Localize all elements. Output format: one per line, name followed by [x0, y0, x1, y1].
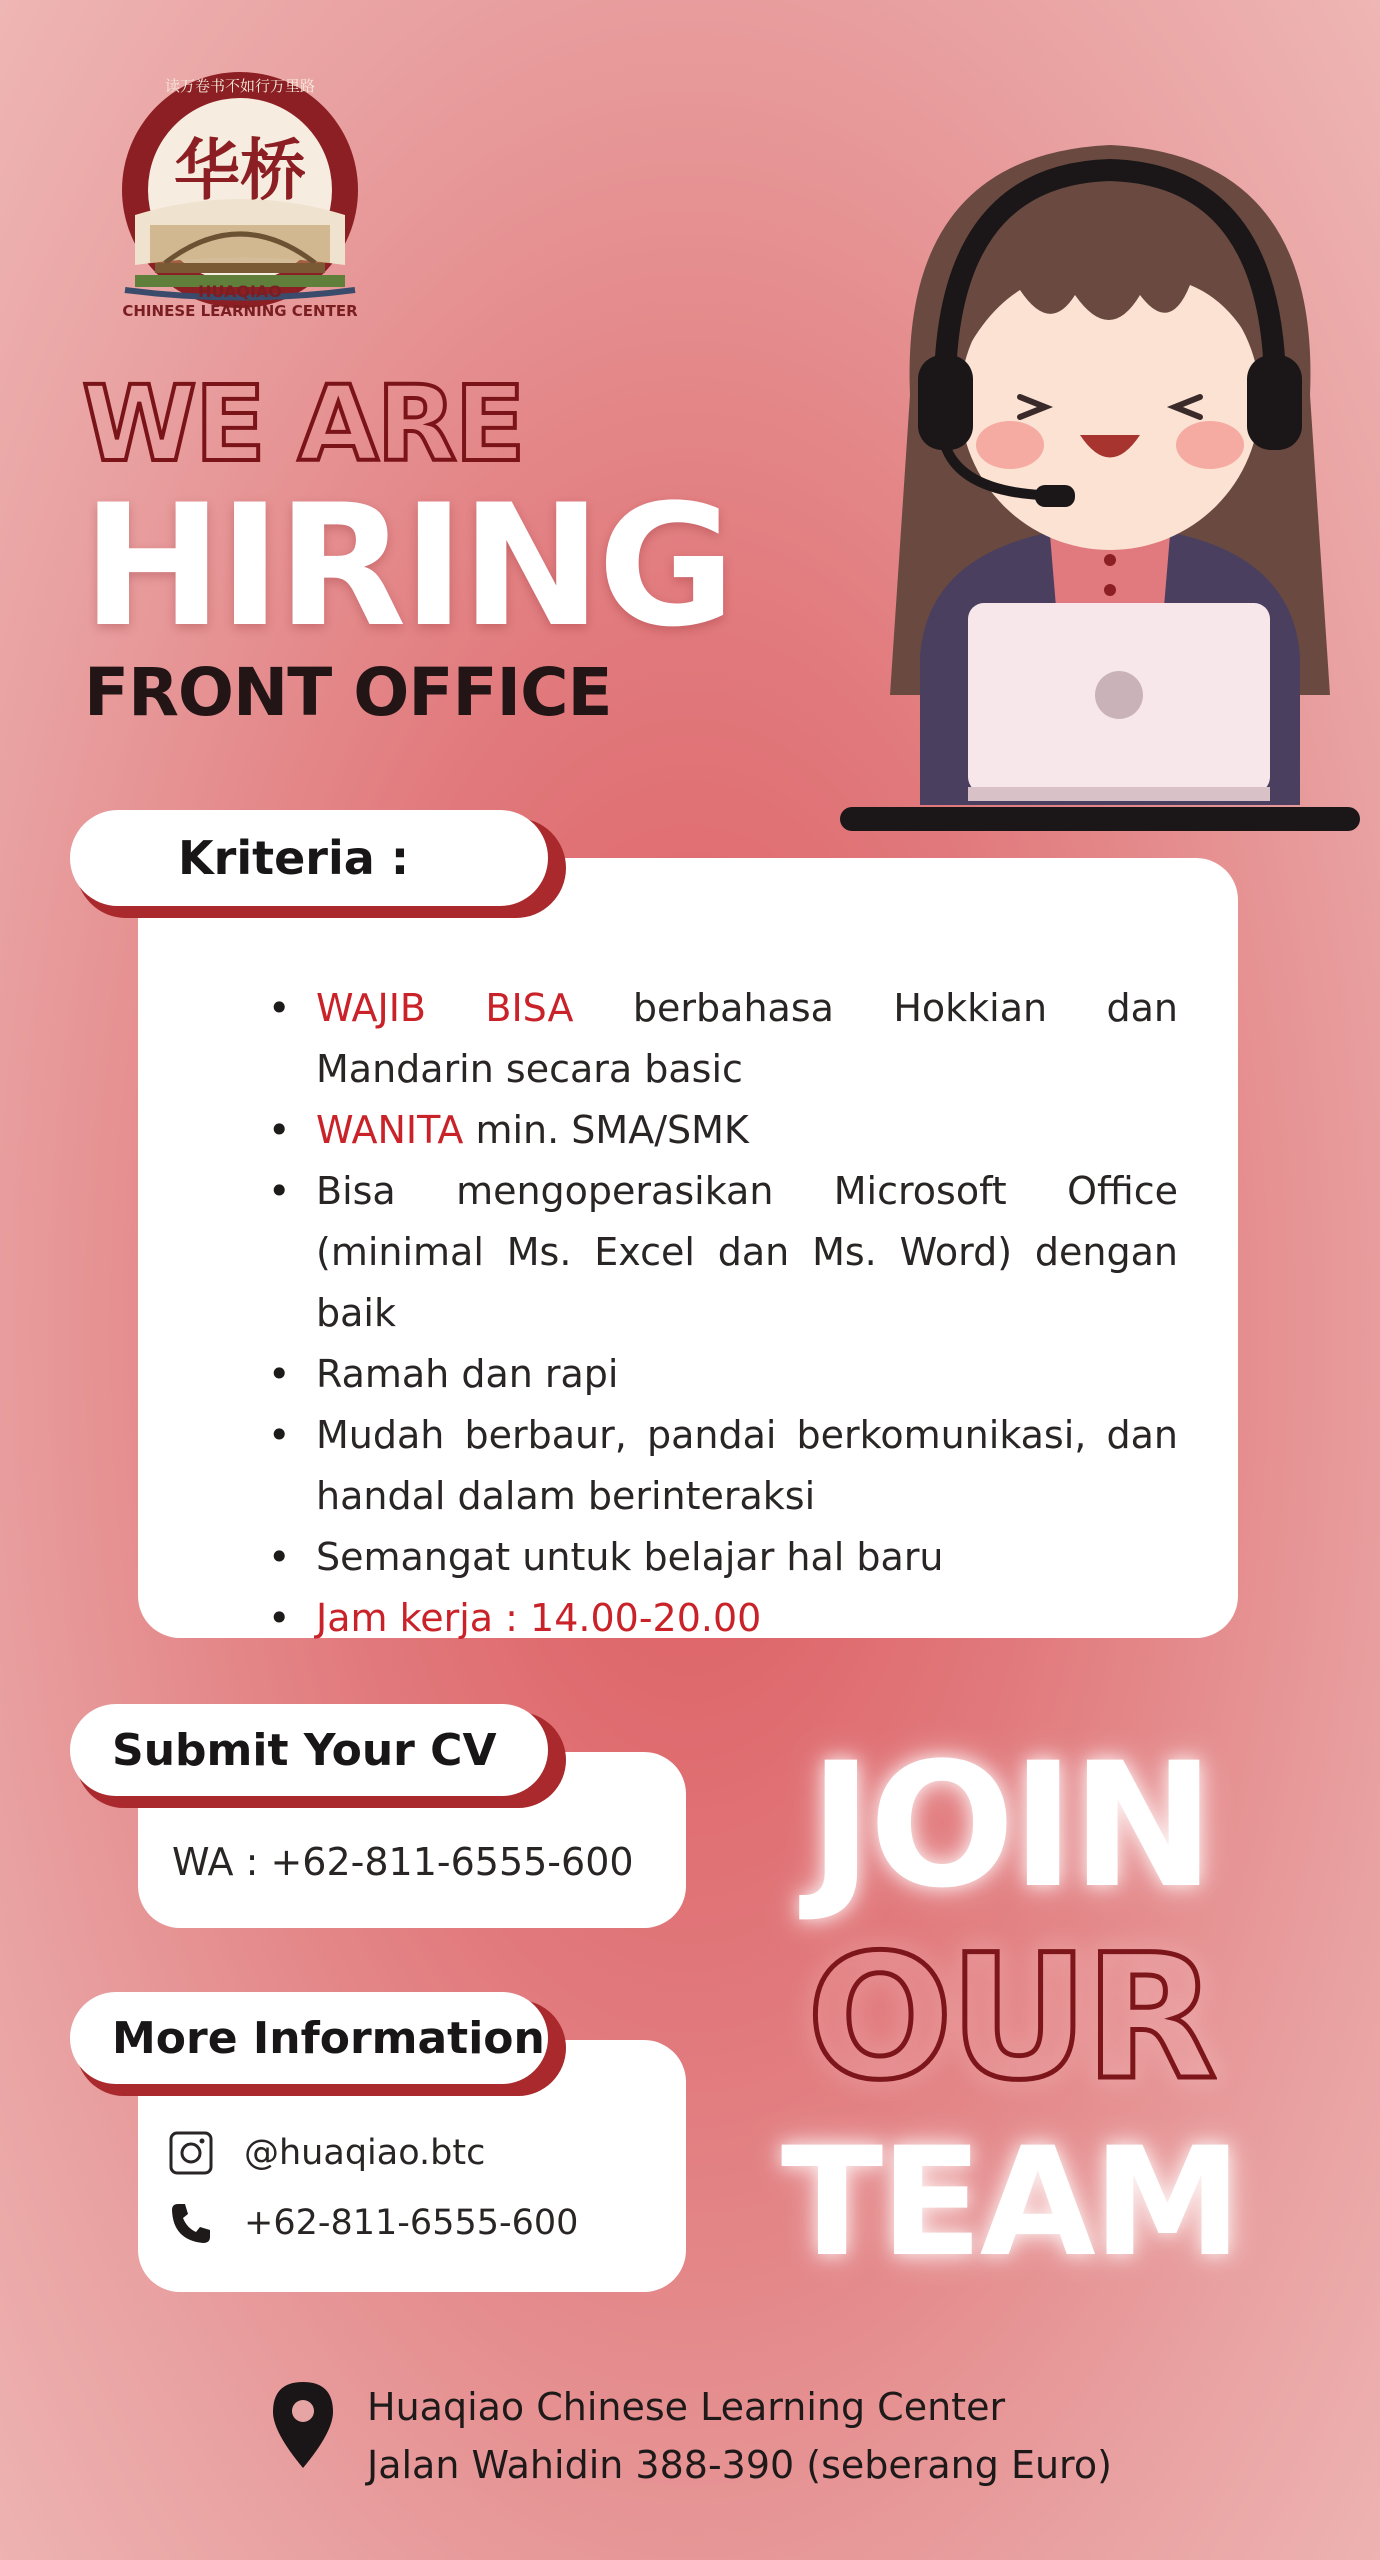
location-pin-icon: [270, 2380, 336, 2474]
instagram-row[interactable]: [168, 2130, 485, 2176]
instagram-icon: [168, 2130, 214, 2176]
list-item: • WAJIB BISA berbahasa Hokkian dan Mandarin secara basic: [268, 978, 1178, 1100]
list-item: • WANITA min. SMA/SMK: [268, 1100, 1178, 1161]
criteria-list: [268, 978, 1178, 1649]
address-line1: Huaqiao Chinese Learning Center: [367, 2385, 1006, 2429]
headline-we-are: WE ARE: [82, 363, 524, 485]
more-info-heading: More Information: [70, 1992, 548, 2084]
join-text: JOIN: [808, 1725, 1212, 1926]
svg-text:华桥: 华桥: [174, 131, 306, 209]
headline-hiring: HIRING: [82, 468, 732, 664]
list-item: • Jam kerja : 14.00-20.00: [268, 1588, 1178, 1649]
address-line2: Jalan Wahidin 388-390 (seberang Euro): [367, 2443, 1112, 2487]
instagram-handle: @huaqiao.btc: [244, 2133, 486, 2173]
criteria-heading: Kriteria :: [70, 810, 548, 906]
criteria-panel: [138, 858, 1238, 1638]
phone-row[interactable]: [168, 2200, 578, 2246]
whatsapp-number[interactable]: WA : +62-811-6555-600: [172, 1840, 634, 1884]
address: [367, 2378, 1112, 2494]
logo-name-line2: CHINESE LEARNING CENTER: [122, 302, 358, 320]
headline-position: FRONT OFFICE: [84, 654, 612, 731]
logo-name: [60, 282, 420, 321]
phone-number: +62-811-6555-600: [244, 2203, 579, 2243]
our-text: OUR: [806, 1917, 1214, 2118]
list-item: • Bisa mengoperasikan Microsoft Office (minimal Ms. Excel dan Ms. Word) dengan baik: [268, 1161, 1178, 1344]
headset-girl-illustration: [840, 135, 1360, 835]
list-item: • Mudah berbaur, pandai berkomunikasi, dan handal dalam berinteraksi: [268, 1405, 1178, 1527]
logo-name-line1: HUAQIAO: [198, 282, 282, 301]
list-item: • Ramah dan rapi: [268, 1344, 1178, 1405]
team-text: TEAM: [780, 2116, 1240, 2290]
phone-icon: [168, 2200, 214, 2246]
submit-cv-heading: Submit Your CV: [70, 1704, 548, 1796]
svg-text:读万卷书不如行万里路: 读万卷书不如行万里路: [164, 77, 316, 95]
list-item: • Semangat untuk belajar hal baru: [268, 1527, 1178, 1588]
